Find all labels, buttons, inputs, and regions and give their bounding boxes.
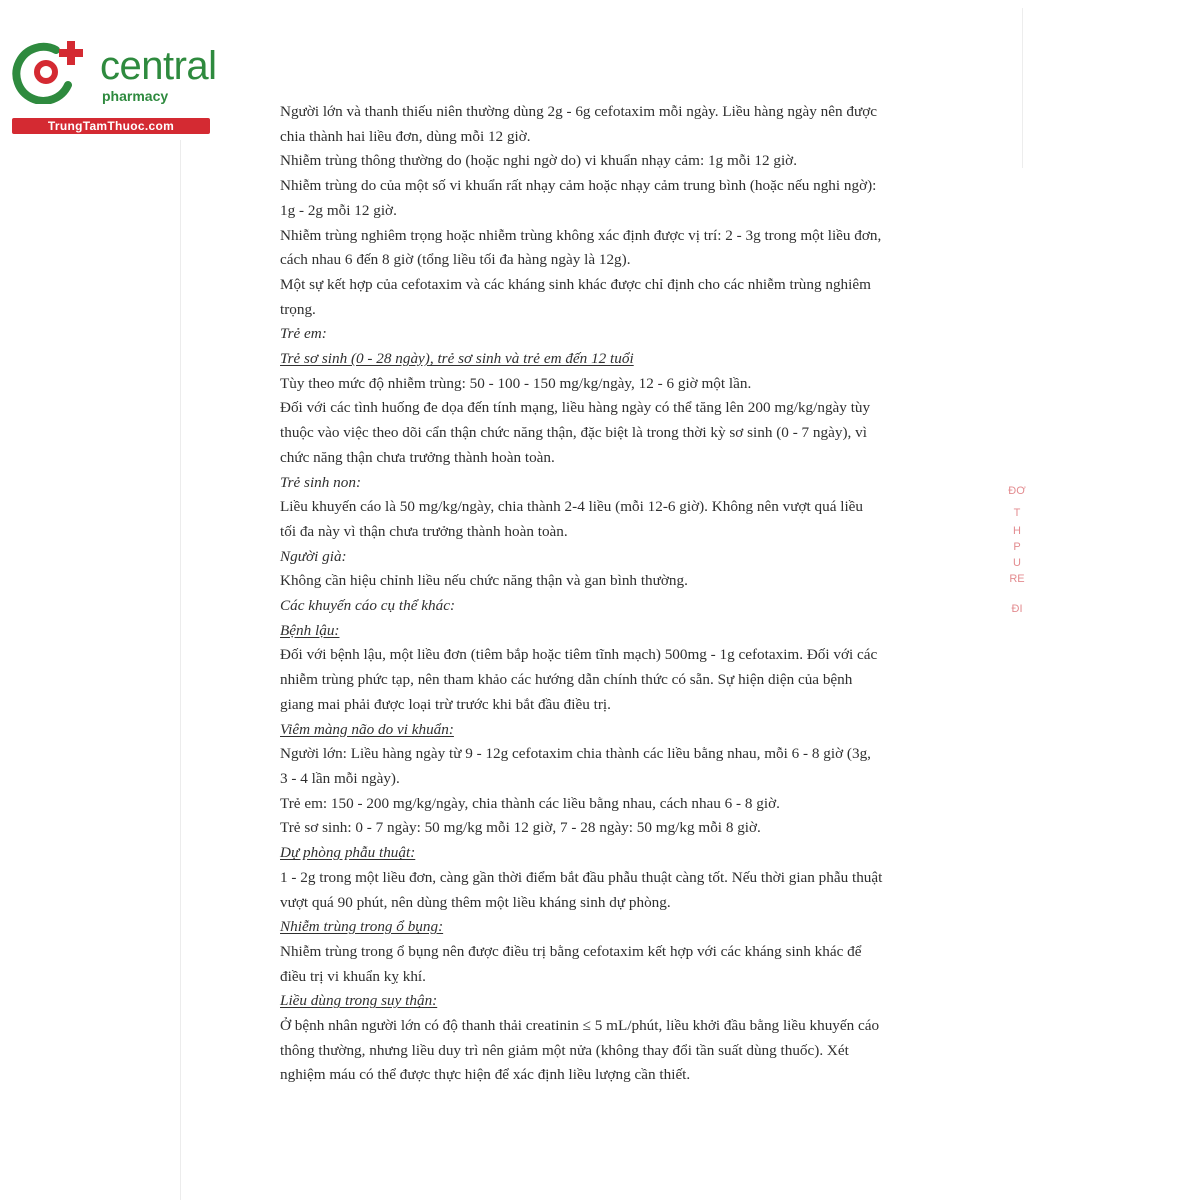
text-line: thông thường, nhưng liều duy trì nên giảm một nửa (không thay đổi tần suất dùng thuốc). Xét — [280, 1041, 849, 1059]
text-line: Tùy theo mức độ nhiễm trùng: 50 - 100 - 150 mg/kg/ngày, 12 - 6 giờ một lần. — [280, 374, 752, 392]
red-stamp-fragment — [1006, 484, 1028, 634]
section-heading: Liều dùng trong suy thận: — [280, 992, 438, 1010]
text-line: chia thành hai liều đơn, dùng mỗi 12 giờ. — [280, 127, 531, 145]
stamp-text: RE — [1009, 573, 1025, 585]
text-line: cách nhau 6 đến 8 giờ (tổng liều tối đa hàng ngày là 12g). — [280, 251, 631, 269]
section-heading: Trẻ sinh non: — [280, 473, 362, 491]
brand-name: central — [100, 44, 217, 88]
page-edge — [180, 140, 181, 1200]
text-line: nghiệm máu có thể được thực hiện để xác định liều lượng cần thiết. — [280, 1066, 691, 1084]
stamp-text: ĐƠ — [1008, 485, 1026, 497]
central-pharmacy-logo — [12, 38, 217, 136]
section-heading: Nhiễm trùng trong ổ bụng: — [280, 918, 444, 936]
text-line: thuộc vào việc theo dõi cẩn thận chức năng thận, đặc biệt là trong thời kỳ sơ sinh (0 - 7 ngày), vì — [280, 424, 867, 442]
pharmacy-logo-icon — [12, 38, 92, 104]
stamp-text: P — [1013, 541, 1021, 553]
section-heading: Dự phòng phẫu thuật: — [280, 844, 416, 862]
brand-subtitle: pharmacy — [102, 88, 169, 104]
text-line: 1g - 2g mỗi 12 giờ. — [280, 201, 397, 219]
text-line: Một sự kết hợp của cefotaxim và các kháng sinh khác được chỉ định cho các nhiễm trùng nghiêm — [280, 275, 871, 293]
text-line: Trẻ em: 150 - 200 mg/kg/ngày, chia thành các liều bằng nhau, cách nhau 6 - 8 giờ. — [280, 794, 780, 812]
text-line: Nhiễm trùng thông thường do (hoặc nghi ngờ do) vi khuẩn nhạy cảm: 1g mỗi 12 giờ. — [280, 152, 797, 170]
document-body — [280, 100, 956, 1088]
text-line: Người lớn và thanh thiếu niên thường dùng 2g - 6g cefotaxim mỗi ngày. Liều hàng ngày nên được — [280, 103, 877, 120]
text-line: Người lớn: Liều hàng ngày từ 9 - 12g cefotaxim chia thành các liều bằng nhau, mỗi 6 - 8 giờ (3g, — [280, 745, 871, 763]
stamp-text: H — [1013, 525, 1021, 537]
stamp-text: U — [1013, 557, 1021, 569]
text-line: Đối với các tình huống đe dọa đến tính mạng, liều hàng ngày có thể tăng lên 200 mg/kg/ngày tùy — [280, 399, 871, 417]
section-heading: Viêm màng não do vi khuẩn: — [280, 720, 454, 738]
text-line: Nhiễm trùng do của một số vi khuẩn rất nhạy cảm hoặc nhạy cảm trung bình (hoặc nếu nghi ngờ): — [280, 177, 877, 195]
page-edge — [1022, 8, 1023, 168]
text-line: Đối với bệnh lậu, một liều đơn (tiêm bắp hoặc tiêm tĩnh mạch) 500mg - 1g cefotaxim. Đối với các — [280, 646, 878, 664]
stamp-text: ĐI — [1011, 603, 1023, 615]
text-line: Không cần hiệu chỉnh liều nếu chức năng thận và gan bình thường. — [280, 572, 688, 590]
text-line: điều trị vi khuẩn kỵ khí. — [280, 967, 426, 985]
text-line: Ở bệnh nhân người lớn có độ thanh thải creatinin ≤ 5 mL/phút, liều khởi đầu bằng liều khuyến cáo — [280, 1017, 880, 1035]
text-line: 1 - 2g trong một liều đơn, càng gần thời điểm bắt đầu phẫu thuật càng tốt. Nếu thời gian phẫu thuật — [280, 868, 883, 886]
text-line: tối đa này vì thận chưa trưởng thành hoàn toàn. — [280, 522, 568, 540]
text-line: 3 - 4 lần mỗi ngày). — [280, 769, 400, 787]
text-line: nhiễm trùng phức tạp, nên tham khảo các hướng dẫn chính thức có sẵn. Sự hiện diện của bệnh — [280, 671, 853, 689]
stamp-text: T — [1013, 507, 1021, 519]
section-heading: Các khuyến cáo cụ thể khác: — [280, 597, 455, 615]
section-heading: Trẻ em: — [280, 325, 327, 343]
text-line: Liều khuyến cáo là 50 mg/kg/ngày, chia thành 2-4 liều (mỗi 12-6 giờ). Không nên vượt quá liều — [280, 498, 864, 516]
text-line: trọng. — [280, 300, 316, 318]
text-line: Nhiễm trùng trong ổ bụng nên được điều trị bằng cefotaxim kết hợp với các kháng sinh khác để — [280, 942, 862, 960]
section-heading: Người già: — [280, 547, 347, 565]
section-heading: Trẻ sơ sinh (0 - 28 ngày), trẻ sơ sinh và trẻ em đến 12 tuổi — [280, 350, 634, 368]
section-heading: Bệnh lậu: — [280, 621, 340, 639]
text-line: Nhiễm trùng nghiêm trọng hoặc nhiễm trùng không xác định được vị trí: 2 - 3g trong một liều đơn, — [280, 226, 882, 244]
text-line: Trẻ sơ sinh: 0 - 7 ngày: 50 mg/kg mỗi 12 giờ, 7 - 28 ngày: 50 mg/kg mỗi 8 giờ. — [280, 819, 761, 837]
text-line: chức năng thận chưa trưởng thành hoàn toàn. — [280, 448, 555, 466]
brand-website: TrungTamThuoc.com — [12, 118, 210, 134]
text-line: vượt quá 90 phút, nên dùng thêm một liều kháng sinh dự phòng. — [280, 893, 671, 911]
text-line: giang mai phải được loại trừ trước khi bắt đầu điều trị. — [280, 695, 611, 713]
